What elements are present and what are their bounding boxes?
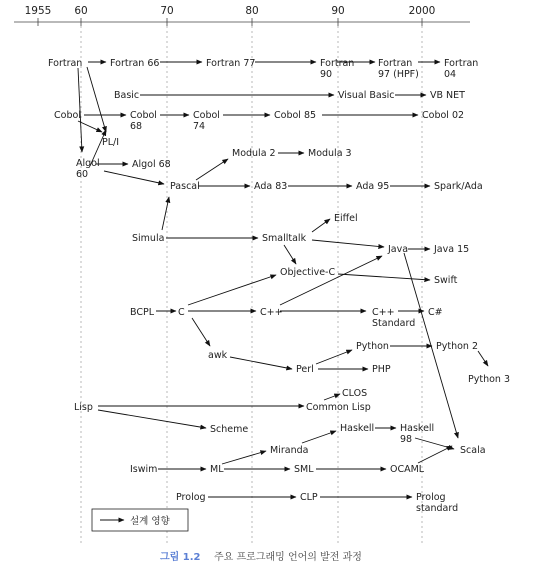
node-prolog: Prolog: [176, 492, 206, 503]
node-clos: CLOS: [342, 388, 368, 399]
node-c: C: [178, 307, 185, 318]
node-scheme: Scheme: [210, 424, 249, 435]
node-cobol68: Cobol 68: [130, 110, 157, 132]
tick-70: 70: [160, 5, 174, 17]
node-miranda: Miranda: [270, 445, 309, 456]
tick-80: 80: [245, 5, 259, 17]
node-algol68: Algol 68: [132, 159, 171, 170]
tick-90: 90: [331, 5, 345, 17]
node-java: Java: [388, 244, 409, 255]
node-algol60: Algol 60: [76, 158, 100, 180]
node-scala: Scala: [460, 445, 486, 456]
legend: [92, 509, 188, 531]
node-perl: Perl: [296, 364, 314, 375]
node-fortran66: Fortran 66: [110, 58, 160, 69]
node-sml: SML: [294, 464, 314, 475]
node-clp: CLP: [300, 492, 318, 503]
node-ocaml: OCAML: [390, 464, 425, 475]
node-lisp: Lisp: [74, 402, 93, 413]
node-cobol74: Cobol 74: [193, 110, 220, 132]
node-fortran97: Fortran 97 (HPF): [378, 58, 419, 80]
legend-label: 설계 영향: [130, 516, 170, 527]
node-fortran: Fortran: [48, 58, 83, 69]
tick-1955: 1955: [24, 5, 52, 17]
node-cobol: Cobol: [54, 110, 81, 121]
node-fortran90: Fortran 90: [320, 58, 355, 80]
node-python: Python: [356, 341, 389, 352]
node-iswim: Iswim: [130, 464, 158, 475]
node-bcpl: BCPL: [130, 307, 155, 318]
node-eiffel: Eiffel: [334, 213, 358, 224]
node-ada95: Ada 95: [356, 181, 390, 192]
node-swift: Swift: [434, 275, 458, 286]
node-python2: Python 2: [436, 341, 478, 352]
node-awk: awk: [208, 350, 228, 361]
node-vbnet: VB NET: [430, 90, 465, 101]
node-cobol02: Cobol 02: [422, 110, 465, 121]
node-fortran04: Fortran 04: [444, 58, 479, 80]
node-cpp: C++: [260, 307, 283, 318]
tick-2000: 2000: [408, 5, 436, 17]
node-ada83: Ada 83: [254, 181, 288, 192]
node-fortran77: Fortran 77: [206, 58, 256, 69]
node-modula2: Modula 2: [232, 148, 276, 159]
node-prolog-standard: Prolog standard: [416, 492, 459, 514]
figure-caption: [159, 550, 362, 563]
node-pascal: Pascal: [170, 181, 200, 192]
node-haskell98: Haskell 98: [400, 423, 435, 445]
node-pli: PL/I: [102, 137, 120, 148]
node-cpp-standard: C++ Standard: [372, 307, 416, 329]
node-csharp: C#: [428, 307, 443, 318]
node-python3: Python 3: [468, 374, 510, 385]
node-php: PHP: [372, 364, 391, 375]
node-objective-c: Objective-C: [280, 267, 336, 278]
node-visual-basic: Visual Basic: [338, 90, 395, 101]
node-smalltalk: Smalltalk: [262, 233, 307, 244]
node-java15: Java 15: [434, 244, 470, 255]
node-basic: Basic: [114, 90, 140, 101]
node-modula3: Modula 3: [308, 148, 352, 159]
node-cobol85: Cobol 85: [274, 110, 317, 121]
caption-text: 주요 프로그래밍 언어의 발전 과정: [214, 552, 362, 563]
node-haskell: Haskell: [340, 423, 375, 434]
node-ml: ML: [210, 464, 224, 475]
caption-label: 그림 1.2: [160, 552, 201, 563]
node-spark-ada: Spark/Ada: [434, 181, 483, 192]
node-common-lisp: Common Lisp: [306, 402, 371, 413]
node-simula: Simula: [132, 233, 165, 244]
tick-60: 60: [74, 5, 88, 17]
